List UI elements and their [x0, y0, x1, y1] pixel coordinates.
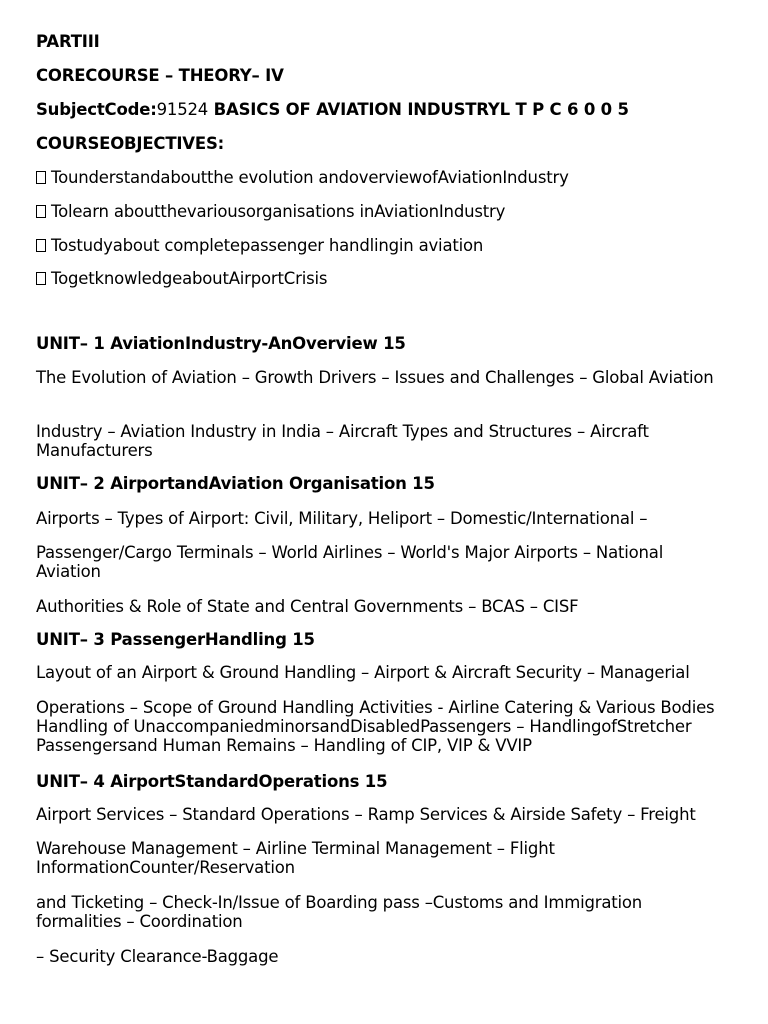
unit-paragraph: Passenger/Cargo Terminals – World Airlines – World's Major Airports – National Aviation [36, 543, 664, 581]
missing-glyph-bullet-icon [36, 239, 46, 252]
subject-line [36, 100, 629, 119]
unit-heading: UNIT– 3 PassengerHandling 15 [36, 630, 315, 649]
part-label: PARTIII [36, 32, 100, 51]
missing-glyph-bullet-icon [36, 272, 46, 285]
unit-paragraph: Warehouse Management – Airline Terminal Management – Flight InformationCounter/Reservation [36, 839, 555, 877]
unit-paragraph: Airport Services – Standard Operations – Ramp Services & Airside Safety – Freight [36, 805, 696, 824]
subject-title: BASICS OF AVIATION INDUSTRYL T P C 6 0 0 5 [208, 100, 629, 119]
unit-heading: UNIT– 1 AviationIndustry-AnOverview 15 [36, 334, 406, 353]
missing-glyph-bullet-icon [36, 171, 46, 184]
objective-item [36, 236, 483, 255]
objective-item [36, 269, 327, 288]
unit-heading: UNIT– 4 AirportStandardOperations 15 [36, 772, 388, 791]
unit-paragraph: Industry – Aviation Industry in India – Aircraft Types and Structures – Aircraft Manufacturers [36, 422, 649, 460]
objective-item [36, 202, 505, 221]
objectives-heading: COURSEOBJECTIVES: [36, 134, 225, 153]
missing-glyph-bullet-icon [36, 205, 46, 218]
objective-text: Tounderstandaboutthe evolution andoverviewofAviationIndustry [51, 168, 569, 187]
objective-text: TogetknowledgeaboutAirportCrisis [51, 269, 328, 288]
objective-text: Tostudyabout completepassenger handlingin aviation [51, 236, 484, 255]
objective-item [36, 168, 569, 187]
unit-heading: UNIT– 2 AirportandAviation Organisation 15 [36, 474, 435, 493]
unit-paragraph: and Ticketing – Check-In/Issue of Boarding pass –Customs and Immigration formalities – Coordination [36, 893, 643, 931]
objective-text: Tolearn aboutthevariousorganisations inAviationIndustry [51, 202, 506, 221]
unit-paragraph: Layout of an Airport & Ground Handling – Airport & Aircraft Security – Managerial [36, 663, 690, 682]
unit-paragraph: Airports – Types of Airport: Civil, Military, Heliport – Domestic/International – [36, 509, 648, 528]
unit-paragraph: – Security Clearance-Baggage [36, 947, 279, 966]
subject-code-value: 91524 [156, 100, 209, 119]
unit-paragraph: Authorities & Role of State and Central Governments – BCAS – CISF [36, 597, 579, 616]
course-title: CORECOURSE – THEORY– IV [36, 66, 284, 85]
subject-code-label: SubjectCode: [36, 100, 157, 119]
unit-paragraph: Operations – Scope of Ground Handling Activities - Airline Catering & Various Bodies Handling of UnaccompaniedminorsandDisabledPassengers – HandlingofStretcher Passengersand Human Remains – Handling of CIP, VIP & VVIP [36, 698, 715, 755]
unit-paragraph: The Evolution of Aviation – Growth Drivers – Issues and Challenges – Global Aviation [36, 368, 714, 387]
